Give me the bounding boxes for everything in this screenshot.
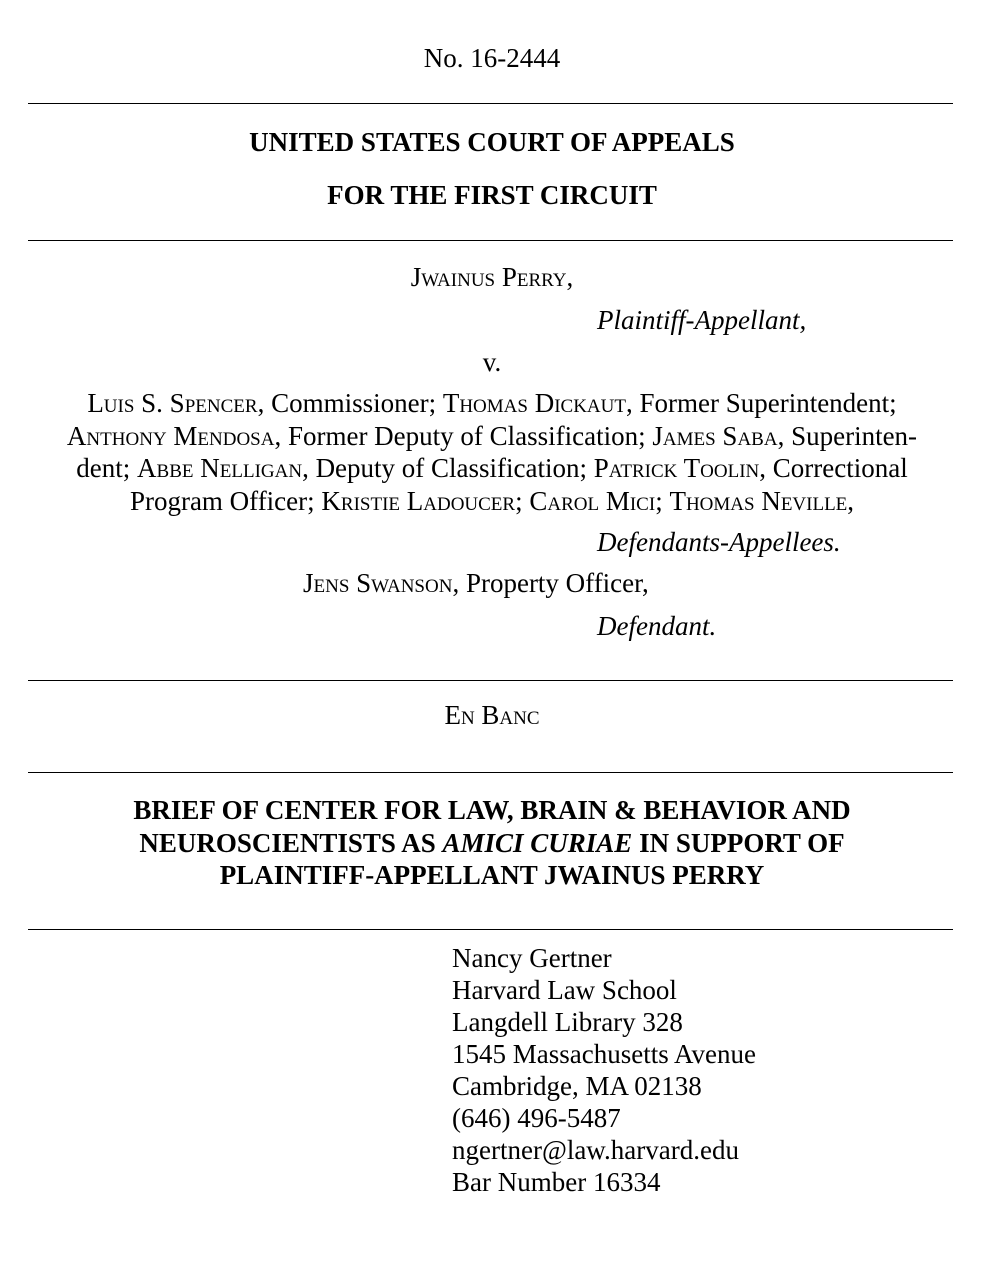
defendants-line-3 (20, 452, 964, 485)
counsel-name: Nancy Gertner (452, 943, 612, 973)
counsel-street: 1545 Massachusetts Avenue (452, 1039, 756, 1069)
counsel-email: ngertner@law.harvard.edu (452, 1135, 739, 1165)
defendants-line-4 (20, 485, 964, 518)
brief-title-line-2-before: NEUROSCIENTISTS AS (139, 827, 443, 858)
divider-caption (28, 680, 953, 681)
party-name: Anthony Mendosa (66, 420, 275, 451)
counsel-city: Cambridge, MA 02138 (452, 1071, 702, 1101)
party-name: Luis S. Spencer (87, 388, 258, 418)
brief-title (0, 794, 984, 892)
party-title: , (847, 485, 855, 516)
party-name: Carol Mici (529, 485, 656, 516)
case-number: No. 16-2444 (423, 43, 561, 73)
party-name: Abbe Nelligan (137, 453, 303, 483)
versus: v. (482, 347, 502, 377)
counsel-office: Langdell Library 328 (452, 1007, 683, 1037)
amici-curiae: AMICI CURIAE (442, 827, 633, 858)
counsel-bar-number: Bar Number 16334 (452, 1167, 661, 1197)
brief-title-line-2-after: IN SUPPORT OF (632, 827, 845, 858)
defendant-name-text: Jens Swanson (303, 568, 453, 598)
plaintiff-name-suffix: , (566, 262, 574, 292)
plaintiff-role: Plaintiff-Appellant, (597, 305, 807, 335)
party-name: Patrick Toolin (593, 453, 760, 483)
party-title: , Commissioner; (257, 388, 443, 418)
counsel-institution: Harvard Law School (452, 975, 677, 1005)
party-name: James Saba (652, 420, 778, 451)
party-title: , Deputy of Classification; (302, 453, 594, 483)
defendants-appellees-list (20, 387, 964, 517)
divider-en-banc (28, 772, 953, 773)
party-name: Thomas Dickaut (442, 388, 626, 418)
party-title: , Former Deputy of Classification; (274, 420, 653, 451)
brief-title-line-1: BRIEF OF CENTER FOR LAW, BRAIN & BEHAVIOR AND (133, 795, 851, 825)
brief-title-line-2 (0, 827, 984, 860)
party-title: dent; (76, 453, 138, 483)
party-title: ; (515, 485, 530, 516)
plaintiff-name (0, 261, 984, 294)
party-name: Thomas Neville (669, 485, 848, 516)
party-title: , Superinten- (777, 420, 918, 451)
defendants-line-2 (20, 420, 964, 453)
defendants-line-1 (20, 387, 964, 420)
counsel-phone: (646) 496-5487 (452, 1103, 621, 1133)
brief-title-line-3: PLAINTIFF-APPELLANT JWAINUS PERRY (219, 860, 765, 890)
defendant-name-suffix: , Property Officer, (452, 568, 649, 598)
defendants-appellees-role: Defendants-Appellees. (597, 527, 841, 557)
counsel-block (452, 942, 756, 1198)
divider-top (28, 103, 953, 104)
divider-brief (28, 929, 953, 930)
defendant-name (303, 567, 649, 600)
party-title: , Former Superintendent; (625, 388, 897, 418)
en-banc: En Banc (444, 700, 540, 730)
divider-court (28, 240, 953, 241)
party-title: Program Officer; (129, 485, 322, 516)
defendant-role: Defendant. (597, 611, 717, 641)
party-title: , Correctional (759, 453, 908, 483)
party-name: Kristie Ladoucer (321, 485, 516, 516)
plaintiff-name-text: Jwainus Perry (410, 262, 567, 292)
court-name: UNITED STATES COURT OF APPEALS (249, 127, 735, 157)
party-title: ; (655, 485, 670, 516)
court-circuit: FOR THE FIRST CIRCUIT (327, 180, 657, 210)
